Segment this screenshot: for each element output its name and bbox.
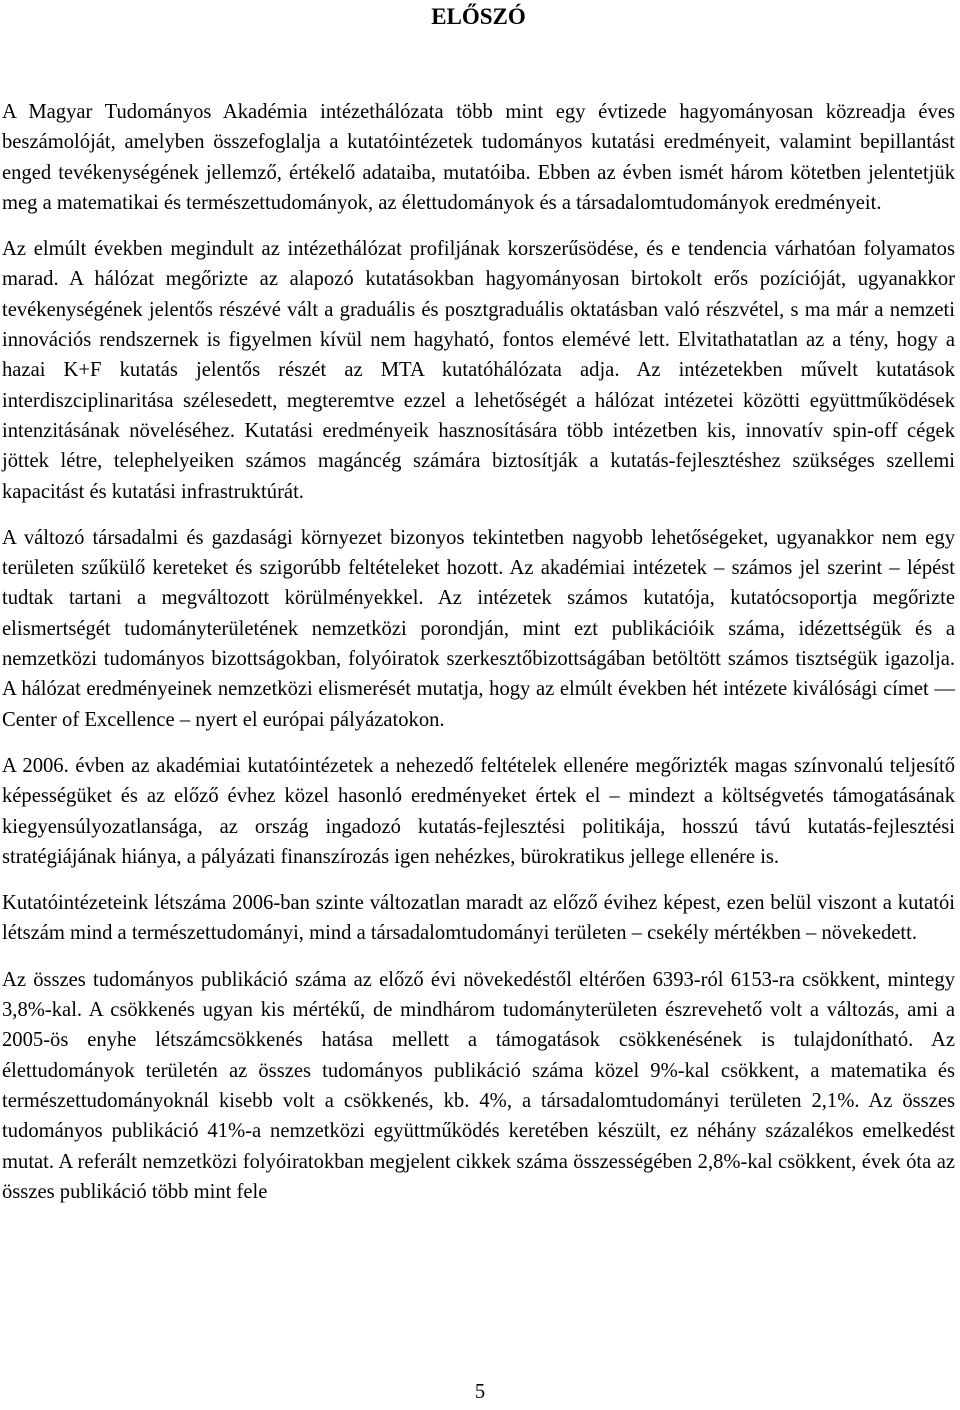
paragraph-2: Az elmúlt években megindult az intézethálózat profiljának korszerűsödése, és e tendencia várhatóan folyamatos marad. A hálózat megőrizte az alapozó kutatásokban hagyományosan birtokolt erős pozícióját, ugyanakkor tevékenységének jelentős részévé vált a graduális és posztgraduális oktatásban való részvétel, s ma már a nemzeti innovációs rendszernek is figyelmen kívül nem hagyható, fontos elemévé lett. Elvitathatatlan az a tény, hogy a hazai K+F kutatás jelentős részét az MTA kutatóhálózata adja. Az intézetekben művelt kutatások interdiszciplinaritása szélesedett, megteremtve ezzel a lehetőségét a hálózat intézetei közötti együttműködések intenzitásának növeléséhez. Kutatási eredményeik hasznosítására több intézetben kis, innovatív spin-off cégek jöttek létre, telephelyeiken számos magáncég számára biztosítják a kutatás-fejlesztéshez szükséges szellemi kapacitást és kutatási infrastruktúrát. [2,238,955,503]
document-body [2,97,955,1207]
page-title: ELŐSZÓ [431,4,526,29]
paragraph-1: A Magyar Tudományos Akadémia intézethálózata több mint egy évtizede hagyományosan közreadja éves beszámolóját, amelyben összefoglalja a kutatóintézetek tudományos kutatási eredményeit, valamint bepillantást enged tevékenységének jellemző, értékelő adataiba, mutatóiba. Ebben az évben ismét három kötetben jelentetjük meg a matematikai és természettudományok, az élettudományok és a társadalomtudományok eredményeit. [2,101,955,214]
paragraph-6: Az összes tudományos publikáció száma az előző évi növekedéstől eltérően 6393-ról 6153-ra csökkent, mintegy 3,8%-kal. A csökkenés ugyan kis mértékű, de mindhárom tudományterületen észrevehető volt a változás, ami a 2005-ös enyhe létszámcsökkenés hatása mellett a támogatások csökkenésének is tulajdonítható. Az élettudományok területén az összes tudományos publikáció száma közel 9%-kal csökkent, a matematika és természettudományoknál kisebb volt a csökkenés, kb. 4%, a társadalomtudományi területen 2,1%. Az összes tudományos publikáció 41%-a nemzetközi együttműködés keretében készült, ez néhány százalékos emelkedést mutat. A referált nemzetközi folyóiratokban megjelent cikkek száma összességében 2,8%-kal csökkent, évek óta az összes publikáció több mint fele [2,968,955,1203]
paragraph-4: A 2006. évben az akadémiai kutatóintézetek a nehezedő feltételek ellenére megőrizték magas színvonalú teljesítő képességüket és az előző évhez közel hasonló eredményeket értek el – mindezt a költségvetés támogatásának kiegyensúlyozatlansága, az ország ingadozó kutatás-fejlesztési politikája, hosszú távú kutatás-fejlesztési stratégiájának hiánya, a pályázati finanszírozás igen nehézkes, bürokratikus jellege ellenére is. [2,754,955,868]
paragraph-3: A változó társadalmi és gazdasági környezet bizonyos tekintetben nagyobb lehetőségeket, ugyanakkor nem egy területen szűkülő kereteket és szigorúbb feltételeket hozott. Az akadémiai intézetek – számos jel szerint – lépést tudtak tartani a megváltozott körülményekkel. Az intézetek számos kutatója, kutatócsoportja megőrizte elismertségét tudományterületének nemzetközi porondján, mint ezt publikációik száma, idézettségük és a nemzetközi tudományos bizottságokban, folyóiratok szerkesztőbizottságában betöltött számos tisztségük igazolja. A hálózat eredményeinek nemzetközi elismerését mutatja, hogy az elmúlt években hét intézete kiválósági címet — Center of Excellence – nyert el európai pályázatokon. [2,526,955,731]
paragraph-5: Kutatóintézeteink létszáma 2006-ban szinte változatlan maradt az előző évihez képest, ezen belül viszont a kutatói létszám mind a természettudományi, mind a társadalomtudományi területen – csekély mértékben – növekedett. [2,892,955,945]
page-number: 5 [474,1381,486,1403]
